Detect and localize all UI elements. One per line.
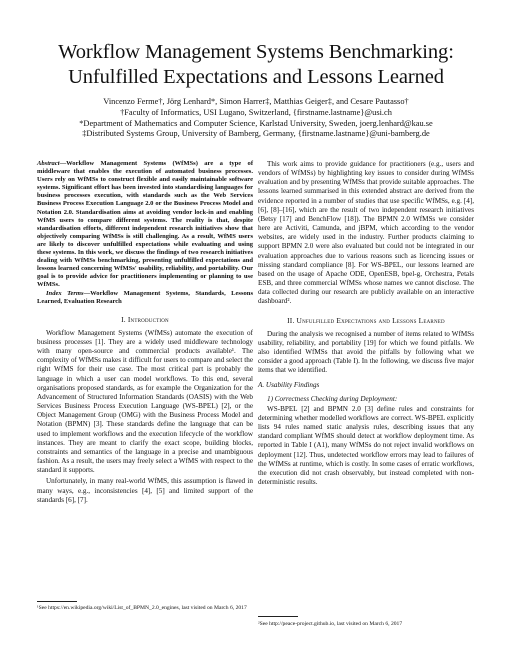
index-terms-label: Index Terms (46, 289, 84, 297)
affiliation-usi: †Faculty of Informatics, USI Lugano, Switzerland, {firstname.lastname}@usi.ch (120, 107, 392, 117)
author-block (20, 97, 492, 140)
right-paragraph-1: This work aims to provide guidance for practitioners (e.g., users and vendors of WfMSs) by highlighting key issues to consider during WfMSs evaluation and by presenting WfMSs that provide suitable approaches. The lessons learned summarised in this extended abstract are derived from the evidence reported in a number of studies that use specific WfMSs, e.g. [4], [6], [8]–[16], which are the result of two independent research initiatives (Betsy [17] and BenchFlow [18]). The BPMN 2.0 WfMSs we consider here are Activiti, Camunda, and jBPM, which according to the vendor websites, are widely used in the industry. Further products claiming to support BPMN 2.0 were also evaluated but could not be integrated in our evaluation approaches due to various reasons such as licencing issues or missing standard compliance [8]. For WS-BPEL, our lessons learned are based on the usage of Apache ODE, OpenESB, bpel-g, Orchestra, Petals ESB, and three commercial WfMSs whose names we cannot disclose. The data collected during our research are publicly available on an interactive dashboard². (258, 160, 474, 306)
section-unfulfilled-heading: II. Unfulfilled Expectations and Lessons Learned (287, 315, 445, 325)
footnote-2: ²See http://peace-project.github.io, last visited on March 6, 2017 (258, 621, 403, 627)
right-column (258, 160, 474, 487)
author-names: Vincenzo Ferme†, Jörg Lenhard*, Simon Harrer‡, Matthias Geiger‡, and Cesare Pautasso† (103, 97, 409, 106)
abstract-label: Abstract (37, 160, 60, 167)
affiliation-bamberg: ‡Distributed Systems Group, University of Bamberg, Germany, {firstname.lastname}@uni-bamberg.de (82, 129, 430, 139)
index-terms (37, 290, 253, 306)
abstract-text: —Workflow Management Systems (WfMSs) are a type of middleware that enables the execution of automated business processes. Users rely on WfMSs to construct flexible and easily maintainable software systems. Significant effort has been invested into standardising languages for business processes execution, with standards such as the Web Services Business Process Execution Language 2.0 or the Business Process Model and Notation 2.0. Standardisation aims at avoiding vendor lock-in and enabling WfMS users to compare different systems. The reality is that, despite standardisation efforts, different independent research initiatives show that objectively comparing WfMSs is still challenging. As a result, WfMS users are likely to discover unfulfilled expectations while evaluating and using these systems. In this work, we discuss the findings of two research initiatives dealing with WfMSs benchmarking, presenting unfulfilled expectations and lessons learned concerning WfMSs' usability, reliability, and portability. Our goal is to provide advice for practitioners implementing or planning to use WfMSs. (37, 160, 253, 289)
paper-title (30, 40, 482, 90)
intro-paragraph-1: Workflow Management Systems (WfMSs) automate the execution of business processes [1]. They are a widely used middleware technology with many open-source and commercial products available¹. The complexity of WfMSs makes it difficult for users to compare and select the right WfMS for their use case. The most critical part is probably the language in which a user can model workflows. To this end, several organisations proposed standards, as for example the Organization for the Advancement of Structured Information Standards (OASIS) with the Web Services Business Process Execution Language (WS-BPEL) [2], or the Object Management Group (OMG) with the Business Process Model and Notation (BPMN) [3]. These standards define the language that can be used to implement workflows and the execution lifecycle of the workflow instances. They are meant to clarify the exact scope, building blocks, constraints and semantics of the language in a precise and unambiguous fashion. As a result, the users may freely select a WfMS with respect to the standard it supports. (37, 328, 253, 475)
right-paragraph-2: During the analysis we recognised a number of items related to WfMSs usability, reliability, and portability [19] for which we found pitfalls. We also identified WfMSs that avoid the pitfalls by following what we consider a good approach (Table I). In the following, we discuss five major items that we identified. (258, 329, 474, 375)
index-terms-text: —Workflow Management Systems, Standards, Lessons Learned, Evaluation Research (37, 289, 253, 305)
footnote-rule-left (37, 601, 77, 602)
footnote-rule-right (258, 616, 298, 617)
title-line-2: Unfulfilled Expectations and Lessons Learned (68, 66, 444, 88)
right-paragraph-3: WS-BPEL [2] and BPMN 2.0 [3] define rules and constraints for determining whether modelled workflows are correct. WS-BPEL explicitly lists 94 rules named static analysis rules, describing issues that any standard compliant WfMS should detect at workflow deployment time. As reported in Table I (A1), many WfMSs do not reject invalid workflows on deployment [12]. Thus, undetected workflow errors may lead to failures of the WfMSs at runtime, which is costly. In some cases of erratic workflows, the execution did not crash observably, but instead completed with non-deterministic results. (258, 404, 474, 486)
left-column (37, 160, 253, 505)
subsubsection-correctness-heading: 1) Correctness Checking during Deployment: (267, 394, 398, 403)
intro-paragraph-2: Unfortunately, in many real-world WfMS, this assumption is flawed in many ways, e.g., inconsistencies [4], [5] and limited support of the standards [6], [7]. (37, 477, 253, 504)
title-line-1: Workflow Management Systems Benchmarking: (58, 41, 454, 63)
abstract (37, 160, 253, 290)
subsection-usability-heading: A. Usability Findings (258, 381, 320, 390)
affiliation-karlstad: *Department of Mathematics and Computer Science, Karlstad University, Sweden, joerg.lenhard@kau.se (79, 118, 433, 128)
section-introduction-heading: I. Introduction (121, 314, 169, 324)
footnote-1: ¹See https://en.wikipedia.org/wiki/List_of_BPMN_2.0_engines, last visited on March 6, 2017 (37, 605, 247, 611)
